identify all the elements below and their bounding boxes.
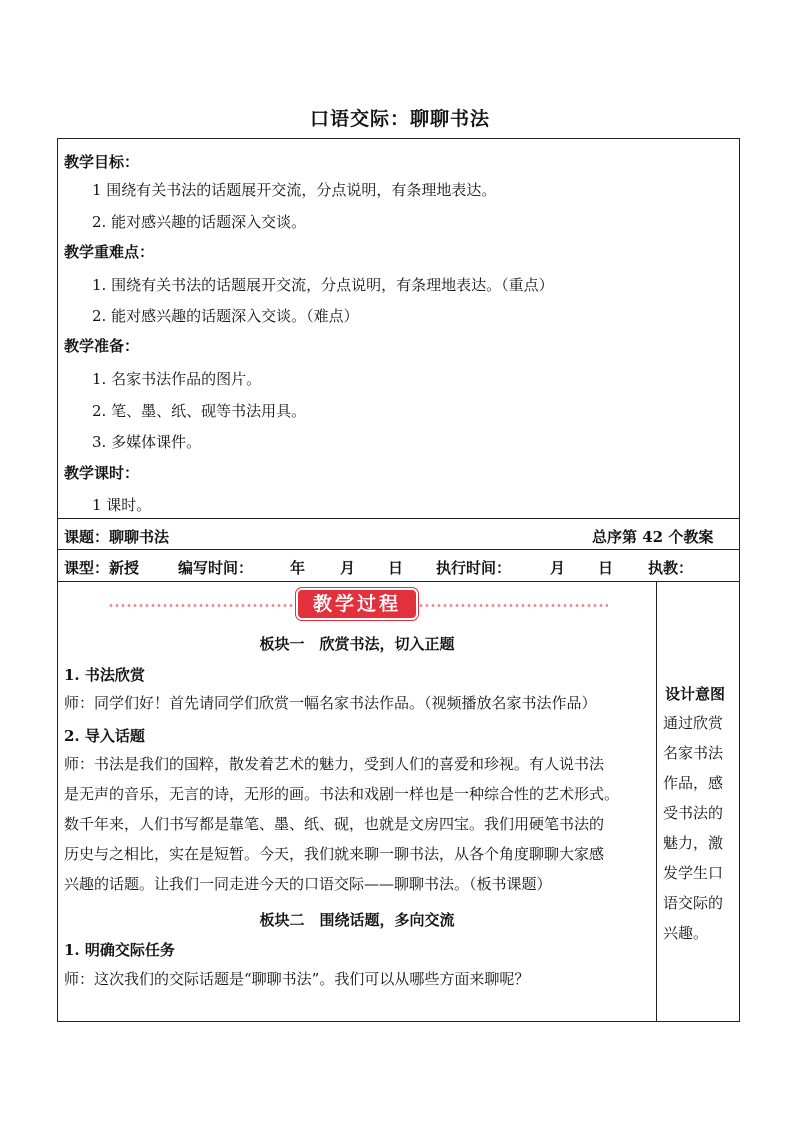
lesson-total-number: 总序第 42 个教案	[592, 528, 714, 546]
exec-day: 日	[598, 559, 614, 577]
banner-dots-left	[108, 603, 298, 608]
exec-month: 月	[550, 559, 566, 577]
section-appreciation-text: 师：同学们好！首先请同学们欣赏一幅名家书法作品。（视频播放名家书法作品）	[64, 694, 597, 712]
objective-item: 2. 能对感兴趣的话题深入交谈。	[92, 213, 307, 231]
lesson-plan-table	[57, 138, 740, 1022]
page-title: 口语交际：聊聊书法	[309, 108, 490, 130]
design-intent-line: 通过欣赏	[663, 714, 724, 732]
design-intent-line: 兴趣。	[663, 924, 709, 942]
section-intro-line: 是无声的音乐，无言的诗，无形的画。书法和戏剧一样也是一种综合性的艺术形式。	[64, 785, 620, 803]
write-day: 日	[388, 559, 404, 577]
design-intent-line: 魅力，激	[663, 834, 724, 852]
periods-heading: 教学课时：	[64, 464, 140, 482]
process-banner-label: 教学过程	[298, 590, 416, 618]
objective-item: 1 围绕有关书法的话题展开交流，分点说明，有条理地表达。	[92, 181, 497, 199]
row-divider	[58, 581, 739, 582]
section-intro-line: 数千年来，人们书写都是靠笔、墨、纸、砚，也就是文房四宝。我们用硬笔书法的	[64, 815, 605, 833]
block-one-title: 板块一 欣赏书法，切入正题	[259, 635, 455, 653]
row-divider	[58, 518, 739, 519]
row-divider	[58, 549, 739, 550]
design-intent-line: 受书法的	[663, 804, 724, 822]
preparation-heading: 教学准备：	[64, 337, 140, 355]
preparation-item: 1. 名家书法作品的图片。	[92, 370, 262, 388]
exec-time-label: 执行时间：	[436, 559, 512, 577]
design-intent-heading: 设计意图	[665, 685, 726, 703]
design-intent-text	[663, 708, 735, 948]
section-intro-heading: 2. 导入话题	[64, 727, 145, 745]
design-intent-line: 作品，感	[663, 774, 724, 792]
key-point-item: 2. 能对感兴趣的话题深入交谈。（难点）	[92, 307, 359, 325]
process-banner	[98, 589, 618, 621]
section-intro-line: 兴趣的话题。让我们一同走进今天的口语交际——聊聊书法。（板书课题）	[64, 875, 552, 893]
section-task-text: 师：这次我们的交际话题是“聊聊书法”。我们可以从哪些方面来聊呢？	[64, 970, 530, 988]
section-intro-line: 师：书法是我们的国粹，散发着艺术的魅力，受到人们的喜爱和珍视。有人说书法	[64, 755, 605, 773]
lesson-type: 课型：新授	[64, 559, 140, 577]
design-intent-line: 发学生口	[663, 864, 724, 882]
write-month: 月	[340, 559, 356, 577]
write-year: 年	[290, 559, 306, 577]
executor-label: 执教：	[648, 559, 694, 577]
preparation-item: 3. 多媒体课件。	[92, 433, 202, 451]
section-intro-line: 历史与之相比，实在是短暂。今天，我们就来聊一聊书法，从各个角度聊聊大家感	[64, 845, 605, 863]
design-intent-line: 名家书法	[663, 744, 724, 762]
preparation-item: 2. 笔、墨、纸、砚等书法用具。	[92, 402, 307, 420]
block-two-title: 板块二 围绕话题，多向交流	[259, 911, 455, 929]
write-time-label: 编写时间：	[178, 559, 254, 577]
design-intent-line: 语交际的	[663, 894, 724, 912]
lesson-topic: 课题：聊聊书法	[64, 528, 170, 546]
periods-item: 1 课时。	[92, 496, 152, 514]
key-points-heading: 教学重难点：	[64, 243, 155, 261]
section-appreciation-heading: 1. 书法欣赏	[64, 666, 145, 684]
banner-dots-right	[418, 603, 608, 608]
objectives-heading: 教学目标：	[64, 153, 140, 171]
column-divider	[656, 581, 657, 1021]
section-task-heading: 1. 明确交际任务	[64, 941, 175, 959]
key-point-item: 1. 围绕有关书法的话题展开交流，分点说明，有条理地表达。（重点）	[92, 276, 554, 294]
